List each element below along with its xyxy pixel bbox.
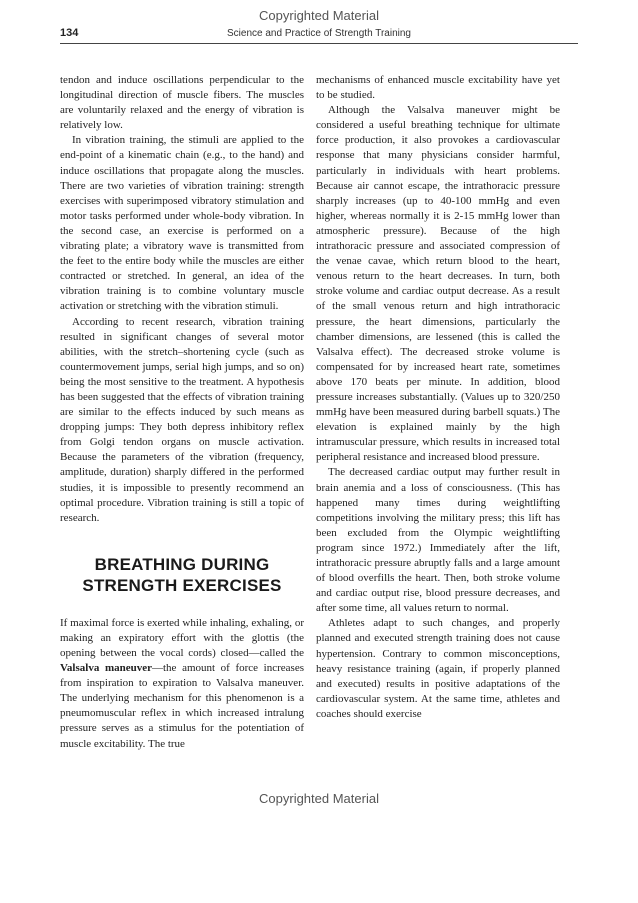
key-term: Valsalva maneuver <box>60 662 152 675</box>
book-title: Science and Practice of Strength Training <box>227 28 411 39</box>
paragraph: According to recent research, vibration training resulted in significant changes of several motor abilities, with the stretch–shortening cycle (such as countermovement jumps, serial high jumps, and so on) being the most sensitive to the treatment. A hypothesis has been suggested that the effects of vibration training are similar to the effects induced by such means as dropping jumps: They both depress inhibitory reflex from Golgi tendon organs on muscle activation. Because the parameters of the vibration (frequency, amplitude, duration) sharply differed in the performed studies, it is impossible to presently recommend an optimal procedure. Vibration training is still a topic of research. <box>60 315 304 524</box>
paragraph: Although the Valsalva maneuver might be considered a useful breathing technique for ultimate force production, it also provokes a cardiovascular response that many physicians consider harmful, particularly in individuals with heart problems. Because air cannot escape, the intrathoracic pressure sharply increases (up to 40-100 mmHg and even higher, whereas normally it is 2-15 mmHg lower than atmospheric pressure). Because of the high intrathoracic pressure and associated compression of the venae cavae, which return blood to the heart, venous return to the heart decreases. In turn, both stroke volume and cardiac output decrease. As a result of the small venous return and high intrathoracic pressure, the heart dimensions, particularly the chamber dimensions, are lessened (this is called the Valsalva effect). The decreased stroke volume is compensated for by increased heart rate, sometimes above 170 beats per minute. In addition, blood pressure increases substantially. (Values up to 320/250 mmHg have been measured during barbell squats.) The elevation is explained mainly by the high intramuscular pressure, which results in increased total peripheral resistance and increased blood pressure. <box>316 104 560 464</box>
copyright-watermark-top: Copyrighted Material <box>259 8 379 23</box>
page-number: 134 <box>60 27 79 39</box>
paragraph: mechanisms of enhanced muscle excitability have yet to be studied. <box>316 74 560 102</box>
left-column <box>60 73 304 752</box>
paragraph: Athletes adapt to such changes, and properly planned and executed strength training does not cause hypertension. Contrary to common misconceptions, heavy resistance training (again, if properly planned and executed) results in positive adaptations of the cardiovascular system. At the same time, athletes and coaches should exercise <box>316 617 560 720</box>
paragraph-text: If maximal force is exerted while inhaling, exhaling, or making an expiratory effort with the glottis (the opening between the vocal cords) closed—called the <box>60 616 304 659</box>
paragraph: tendon and induce oscillations perpendicular to the longitudinal direction of muscle fibers. The muscles are voluntarily relaxed and the energy of vibration is relatively low. <box>60 74 304 132</box>
paragraph-text: —the amount of force increases from inspiration to expiration to Valsalva maneuver. The underlying mechanism for this phenomenon is a pneumomuscular reflex in which increased intralung pressure serves as a stimulus for the potentiation of muscle excitability. The true <box>60 662 304 750</box>
section-heading-line: BREATHING DURING <box>94 554 270 574</box>
paragraph <box>60 616 304 752</box>
paragraph: The decreased cardiac output may further result in brain anemia and a loss of consciousness. (This has happened many times during weightlifting competitions involving the military press; this lift has been excluded from the Olympic weightlifting program since 1972.) Immediately after the lift, intrathoracic pressure abruptly falls and a large amount of blood overfills the heart. Then, both stroke volume and cardiac output rise, blood pressure decreases, and after some time, all values return to normal. <box>316 466 560 615</box>
copyright-watermark-bottom: Copyrighted Material <box>259 791 379 806</box>
section-heading <box>60 554 304 596</box>
paragraph: In vibration training, the stimuli are applied to the end-point of a kinematic chain (e.g., to the hand) and induce oscillations that propagate along the muscles. There are two varieties of vibration training: strength exercises with superimposed vibratory stimulation and motor tasks performed under whole-body vibration. In the second case, an exercise is performed on a vibrating plate; a vibratory wave is transmitted from the feet to the entire body while the muscles are either contracted or stretched. In general, an idea of the vibration training is to combine voluntary muscle activation or stretching with the vibration stimuli. <box>60 134 304 313</box>
section-heading-line: STRENGTH EXERCISES <box>82 575 282 595</box>
running-header <box>60 25 578 44</box>
right-column <box>316 73 560 722</box>
